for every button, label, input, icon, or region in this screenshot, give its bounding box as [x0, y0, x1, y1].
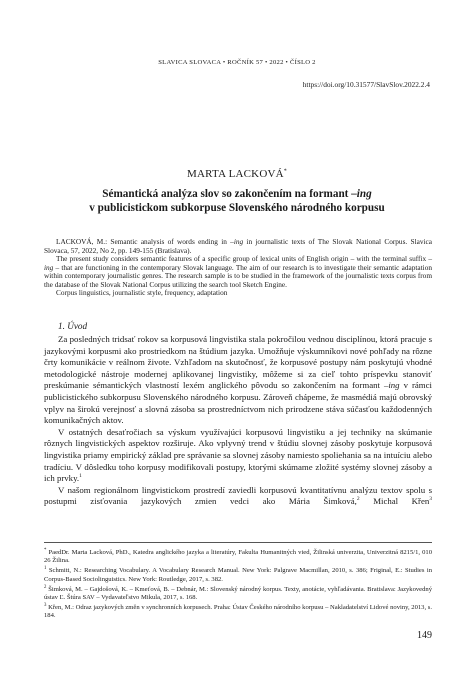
- page-number: 149: [417, 630, 432, 641]
- p3-text-a: V našom regionálnom lingvistickom prostredí zaviedli korpusovú kvantitatívnu analýzu textov spolu s postupmi zisťovania jazykových zmien vedci ako Mária Šimková,: [44, 484, 432, 507]
- doi-link[interactable]: https://doi.org/10.31577/SlavSlov.2022.2.4: [302, 80, 430, 89]
- body-paragraph-1: [44, 334, 432, 427]
- footnote-item: [44, 547, 432, 565]
- footnote-mark: 2: [44, 584, 47, 590]
- footnote-ref-3[interactable]: 3: [429, 496, 432, 503]
- journal-header: SLAVICA SLOVACA • ROČNÍK 57 • 2022 • ČÍSLO 2: [158, 59, 316, 66]
- title-line-2: v publicistickom subkorpuse Slovenského národného korpusu: [89, 201, 385, 214]
- keywords: Corpus linguistics, journalistic style, frequency, adaptation: [56, 288, 228, 297]
- p1-italic: –ing: [383, 380, 400, 391]
- footnote-item: [44, 602, 432, 620]
- abstract-text: [44, 255, 432, 289]
- citation-prefix: LACKOVÁ, M.: Semantic analysis of words ending in: [56, 237, 231, 246]
- body-paragraph-3: [44, 485, 432, 508]
- p1-text-a: Za posledných tridsať rokov sa korpusová lingvistika stala pokročilou vednou disciplínou, ktorá pracuje s jazykovými korpusmi ako prostriedkom na štúdium jazyka. Umožňuje výskumníkovi nové pohľady na rôzne črty komunikácie v reálnom živote. Vzhľadom na skutočnosť, že korpusové postupy nám poskytujú vhodné metodologické nástroje modernej aplikovanej lingvistiky, môžeme si za cieľ tohto príspevku stanoviť preskúmanie sémantických vlastností lexém anglického pôvodu so zakončením na formant: [44, 334, 432, 391]
- body-text: [44, 334, 432, 508]
- citation-suffix: in journalistic texts of The Slovak National Corpus. Slavica Slovaca, 57, 2022, No 2, pp. 149-155 (Bratislava).: [44, 237, 432, 255]
- footnote-mark: 1: [44, 566, 47, 572]
- footnote-text: Šimková, M. – Gajdošová, K. – Kmeťová, B. – Debnár, M.: Slovenský národný korpus. Texty, anotácie, vyhľadávania. Bratislava: Jazykovedný ústav Ľ. Štúra SAV – Vydavateľstvo Mikula, 2017, s. 168.: [44, 585, 432, 602]
- title-line-1-italic: –ing: [351, 188, 372, 200]
- p1-text-b: v rámci publicistického subkorpusu Slovenského národného korpusu. Zároveň chápeme, že masmédiá majú obrovský vplyv na širokú verejnosť a slovná zásoba sa prostredníctvom nich prirodzene stáva súčasťou každodenných komunikačných aktov.: [44, 380, 432, 426]
- section-heading: 1. Úvod: [58, 321, 88, 331]
- footnote-mark: *: [44, 548, 47, 553]
- footnotes: [44, 547, 432, 621]
- abstract-citation: [44, 238, 432, 255]
- author-name: [0, 168, 474, 180]
- article-title: [40, 188, 434, 215]
- title-line-1-text: Sémantická analýza slov so zakončením na formant: [102, 188, 352, 200]
- footnote-item: [44, 565, 432, 583]
- p2-text: V ostatných desaťročiach sa výskum využívajúci korpusovú lingvistiku a jej techniky na skúmanie rôznych lingvistických aspektov rozširuje. Ako vplyvný trend v štúdiu slovnej zásoby poskytuje korpusová lingvistika priamy empirický základ pre správanie sa slovnej zásoby namiesto spoliehania sa na intuíciu alebo tradíciu. V dôsledku toho korpusy modifikovali postupy, ktorými skúmame zložité systémy slovnej zásoby a ich prvky.: [44, 426, 432, 484]
- footnote-item: [44, 584, 432, 602]
- abstract-text-italic: –ing: [44, 254, 432, 272]
- footnote-text: Křen, M.: Odraz jazykových změn v synchronních korpusech. Praha: Ústav Českého národního korpusu – Nakladatelství Lidové noviny, 2013, s. 184.: [44, 604, 432, 620]
- footnote-mark: 3: [44, 603, 47, 609]
- author-name-text: MARTA LACKOVÁ: [187, 168, 284, 180]
- p3-text-b: Michal Křen: [359, 496, 430, 507]
- citation-italic: –ing: [230, 237, 244, 246]
- footnote-text: Schmitt, N.: Researching Vocabulary. A Vocabulary Research Manual. New York: Palgrave Macmillan, 2010, s. 386; Friginal, E.: Studies in Corpus-Based Sociolinguistics. New York: Routledge, 2017, s. 382.: [44, 567, 432, 583]
- abstract: [44, 238, 432, 298]
- footnote-text: PaedDr. Marta Lacková, PhD., Katedra anglického jazyka a literatúry, Fakulta Humanitných vied, Žilinská univerzita, Univerzitná 8215/1, 010 26 Žilina.: [44, 549, 432, 565]
- abstract-text-prefix: The present study considers semantic features of a specific group of lexical units of English origin – with the terminal suffix: [56, 254, 429, 263]
- footnote-ref-1[interactable]: 1: [79, 473, 82, 480]
- title-line-1: [40, 188, 434, 202]
- body-paragraph-2: [44, 427, 432, 485]
- footnote-divider: [44, 542, 432, 543]
- abstract-text-suffix: – that are functioning in the contemporary Slovak language. The aim of our research is to investigate their semantic adaptation within contemporary journalistic genres. The research sample is to be studied in the framework of the journalistic texts corpus from the database of the Slovak National Corpus utilizing the search tool Sketch Engine.: [44, 262, 432, 289]
- footnote-ref-2[interactable]: 2: [356, 496, 360, 503]
- author-footnote-mark[interactable]: *: [283, 168, 287, 175]
